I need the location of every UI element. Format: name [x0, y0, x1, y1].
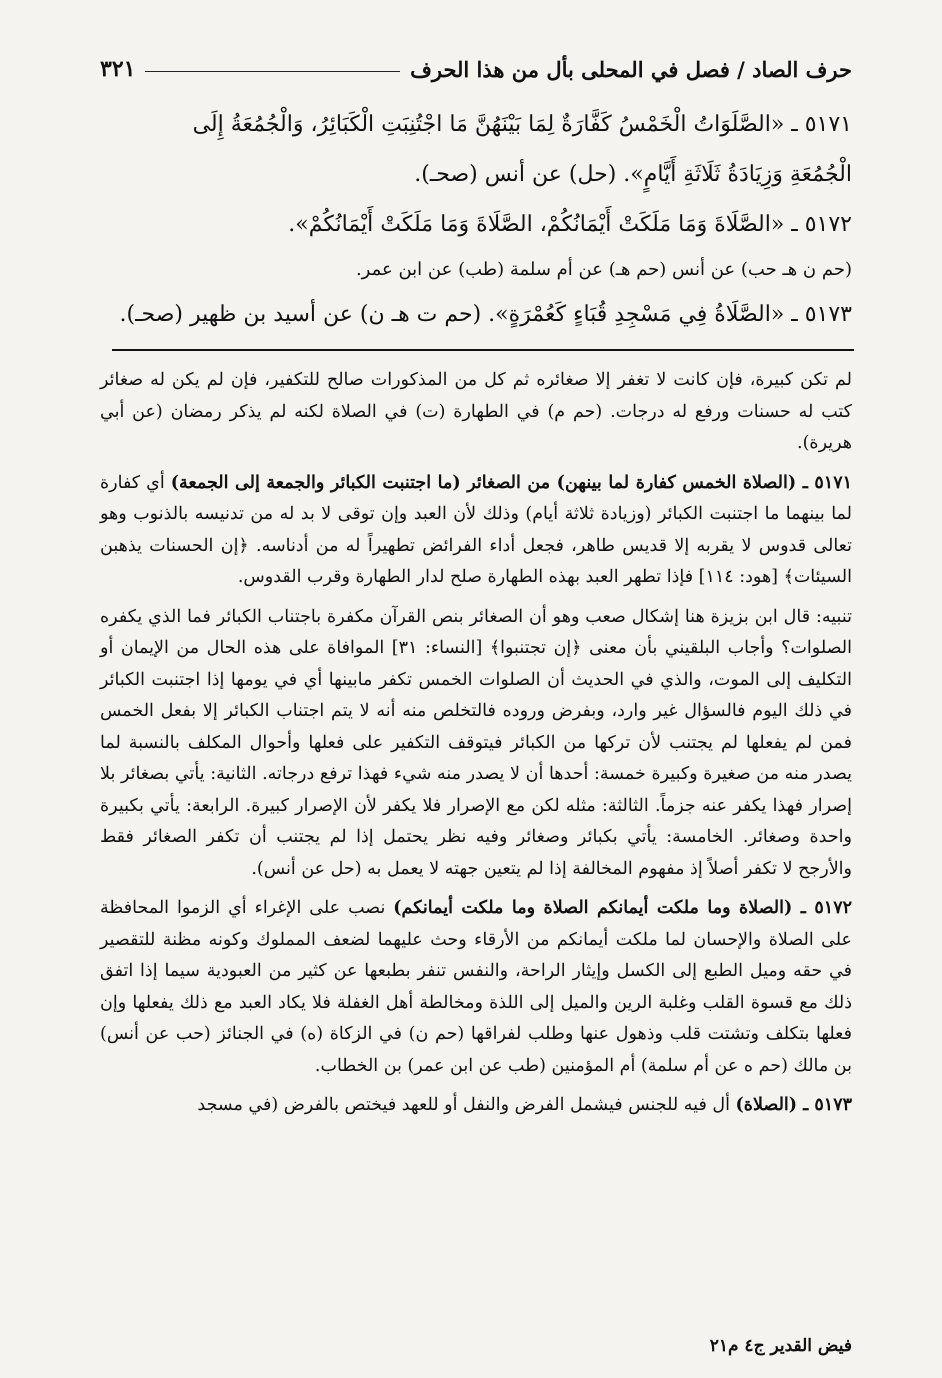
commentary-5173-body: أل فيه للجنس فيشمل الفرض والنفل أو للعهد فيختص بالفرض (في مسجد: [197, 1095, 736, 1115]
commentary-section: [100, 365, 852, 1130]
hadith-5171-line2: الْجُمُعَةِ وَزِيَادَةُ ثَلَاثَةِ أَيَّامٍ». (حل) عن أنس (صحـ).: [414, 162, 852, 187]
running-header: [100, 42, 852, 82]
commentary-5172-body: نصب على الإغراء أي الزموا المحافظة على الصلاة والإحسان لما ملكت أيمانكم من الأرقاء وحث عليهما لضعف المملوك وكونه مظنة للتقصير في حقه وميل الطبع إلى الكسل وإيثار الراحة، والنفس تنفر بطبعها عن كثير من العبودية سيما إذا اتفق ذلك مع قسوة القلب وغلبة الرين والميل إلى اللذة ومخالطة أهل الغفلة فلا يكاد العبد مع ذلك يفعلها وإن فعلها بتكلف وتشتت قلب وذهول عنها وطلب لفراقها (حم ن) في الزكاة (ه) في الجنائز (حب عن أنس) بن مالك (حم ه عن أم سلمة) أم المؤمنين (طب عن ابن عمر) بن الخطاب.: [100, 898, 852, 1076]
commentary-intro: لم تكن كبيرة، فإن كانت لا تغفر إلا صغائره ثم كل من المذكورات صالح للتكفير، فإن لم يكن له صغائر كتب له حسنات ورفع له درجات. (حم م) في الطهارة (ت) في الصلاة لكنه لم يذكر رمضان (عن أبي هريرة).: [100, 370, 852, 453]
hadith-5171-line1: ٥١٧١ ـ «الصَّلَوَاتُ الْخَمْسُ كَفَّارَةٌ لِمَا بَيْنَهُنَّ مَا اجْتُنِبَتِ الْكَبَائِرُ، وَالْجُمُعَةُ إِلَى: [192, 112, 852, 137]
section-divider: [112, 349, 854, 351]
commentary-5171-body: أي كفارة لما بينهما ما اجتنبت الكبائر (وزيادة ثلاثة أيام) وذلك لأن العبد وإن توقى لا بد له من تدنيسه بالذنوب وهو تعالى قدوس لا يقربه إلا قديس طاهر، فجعل أداء الفرائض تطهيراً له من أدناسه. ﴿إن الحسنات يذهبن السيئات﴾ [هود: ١١٤] فإذا تطهر العبد بهذه الطهارة صلح لدار الطهارة وقرب القدوس.: [100, 472, 852, 587]
commentary-5172: [100, 893, 852, 1082]
hadith-5172-line1: ٥١٧٢ ـ «الصَّلَاةَ وَمَا مَلَكَتْ أَيْمَانُكُمْ، الصَّلَاةَ وَمَا مَلَكَتْ أَيْمَانُكُمْ».: [288, 212, 852, 237]
commentary-tanbih: تنبيه: قال ابن بزيزة هنا إشكال صعب وهو أن الصغائر بنص القرآن مكفرة باجتناب الكبائر فما الذي يكفره الصلوات؟ وأجاب البلقيني بأن معنى ﴿إن تجتنبوا﴾ [النساء: ٣١] الموافاة على هذه الحال من الإيمان أو التكليف إلى الموت، والذي في الحديث أن الصلوات الخمس تكفر مابينها أي في يومها إذا اجتنبت الكبائر في ذلك اليوم فالسؤال غير وارد، وبفرض وروده فالتخلص منه أنه لا يتم اجتناب الكبائر إلا بفعل الخمس فمن لم يفعلها لم يجتنب لأن تركها من الكبائر فيتوقف التكفير على فعلها وأحوال المكلف بالنسبة لما يصدر منه من صغيرة وكبيرة خمسة: أحدها أن لا يصدر منه شيء فهذا ترفع درجاته. الثانية: يأتي بصغائر بلا إصرار فهذا يكفر عنه جزماً. الثالثة: مثله لكن مع الإصرار فلا يكفر لأن الإصرار كبيرة. الرابعة: يأتي بكبيرة واحدة وصغائر. الخامسة: يأتي بكبائر وصغائر وفيه نظر يحتمل إذا لم يجتنب أن تكفر الصغائر فقط والأرجح لا تكفر أصلاً إذ مفهوم المخالفة إذا لم يتعين جهته لا يعمل به (حل عن أنس).: [100, 606, 852, 879]
commentary-5171: [100, 468, 852, 594]
commentary-5171-head: ٥١٧١ ـ (الصلاة الخمس كفارة لما بينهن) من الصغائر (ما اجتنبت الكبائر والجمعة إلى الجمعة): [170, 472, 852, 493]
commentary-5172-head: ٥١٧٢ ـ (الصلاة وما ملكت أيمانكم الصلاة وما ملكت أيمانكم): [393, 898, 852, 918]
commentary-5173-head: ٥١٧٣ ـ (الصلاة): [735, 1095, 852, 1115]
hadith-5173: ٥١٧٣ ـ «الصَّلَاةُ فِي مَسْجِدِ قُبَاءٍ كَعُمْرَةٍ». (حم ت هـ ن) عن أسيد بن ظهير (صحـ).: [119, 302, 852, 327]
commentary-5173: [100, 1090, 852, 1122]
chapter-title: حرف الصاد / فصل في المحلى بأل من هذا الحرف: [410, 57, 852, 82]
printer-signature: فيض القدير ج٤ م٢١: [709, 1336, 852, 1356]
page-number: ٣٢١: [100, 56, 136, 82]
hadith-5172-line2: (حم ن هـ حب) عن أنس (حم هـ) عن أم سلمة (طب) عن ابن عمر.: [355, 259, 852, 280]
header-rule: [145, 71, 400, 72]
hadith-text-section: [105, 100, 852, 340]
